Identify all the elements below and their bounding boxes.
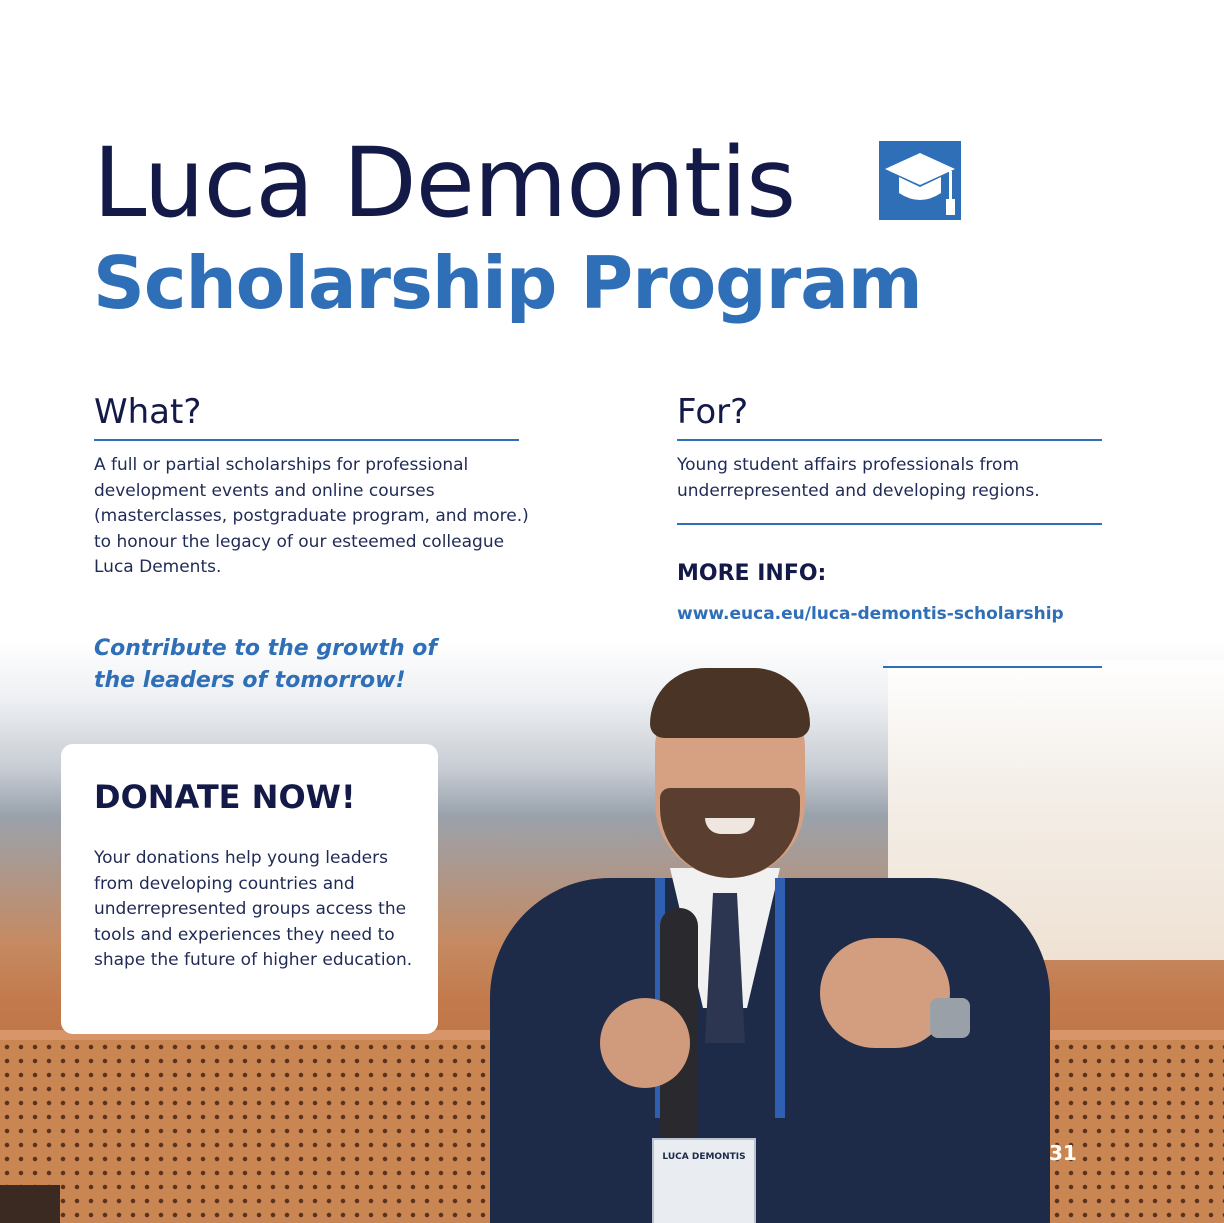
donate-description: Your donations help young leaders from developing countries and underrepresented groups access the tools and experiences they need to shape the future of higher education. bbox=[94, 848, 413, 970]
more-info-divider bbox=[883, 666, 1102, 668]
for-bottom-divider bbox=[677, 523, 1102, 525]
call-to-action bbox=[94, 633, 514, 697]
what-divider bbox=[94, 439, 519, 441]
for-divider bbox=[677, 439, 1102, 441]
speaker-photo bbox=[460, 668, 1080, 1223]
wristwatch bbox=[930, 998, 970, 1038]
more-info-label: MORE INFO: bbox=[677, 561, 827, 586]
speaker-left-hand bbox=[600, 998, 690, 1088]
scholarship-link[interactable]: www.euca.eu/luca-demontis-scholarship bbox=[677, 604, 1064, 624]
donate-card bbox=[61, 744, 438, 1034]
name-badge-text: LUCA DEMONTIS bbox=[662, 1152, 746, 1162]
donate-title: DONATE NOW! bbox=[94, 778, 356, 816]
photo-dark-corner bbox=[0, 1185, 60, 1223]
for-description: Young student affairs professionals from underrepresented and developing regions. bbox=[677, 455, 1040, 501]
graduation-cap-icon bbox=[879, 141, 961, 220]
speaker-hair bbox=[650, 668, 810, 738]
name-badge bbox=[652, 1138, 756, 1223]
cta-line-1: Contribute to the growth of bbox=[94, 636, 437, 661]
page-number: 31 bbox=[1049, 1141, 1077, 1165]
for-heading: For? bbox=[677, 392, 749, 432]
what-description: A full or partial scholarships for professional development events and online courses (masterclasses, postgraduate program, and more.) to honour the legacy of our esteemed colleague Luca Dements. bbox=[94, 455, 529, 577]
page-subtitle: Scholarship Program bbox=[93, 241, 922, 325]
cta-line-2: the leaders of tomorrow! bbox=[94, 668, 406, 693]
what-heading: What? bbox=[94, 392, 202, 432]
page-title: Luca Demontis bbox=[93, 127, 796, 239]
